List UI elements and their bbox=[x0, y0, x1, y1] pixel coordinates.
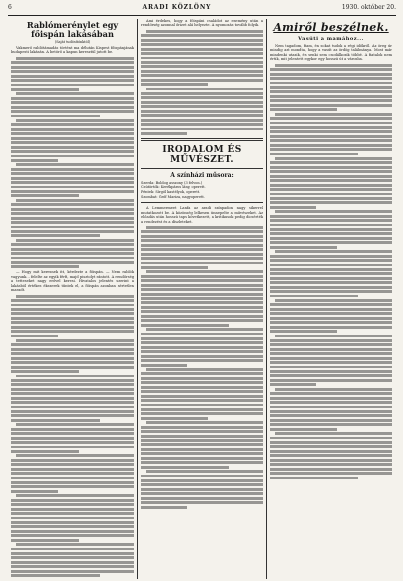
issue-date: 1930. október 20. bbox=[341, 4, 396, 11]
body-text-block bbox=[270, 64, 392, 480]
program-item: Péntek: Sírgól kastélyok, operett. bbox=[141, 190, 201, 195]
program-item: Csütörtök: Kerékpáros lány, operett. bbox=[141, 185, 206, 190]
article-title: Rablómerénylet egy főispán lakásában bbox=[26, 20, 119, 39]
article-paragraph: — Hogy mit keresnek itt, kérdezte a főispán. — Nem rablók vagyunk... felelte az egyik férfi, majd pisztolyt rántott. A rendőrség a tetteseket nagy erővel keresi. Hivatalos jelentés szerint a lakásból értékes ékszerek tűntek el, a főispán azonban sértetlen maradt. bbox=[11, 270, 134, 293]
column-2 bbox=[137, 19, 266, 579]
section-rule bbox=[141, 168, 263, 169]
article-opening: Vakmerő rablótámadás történt ma délután Kispest főispánjának budapesti lakásán. A betörő a kapun keresztül jutott be. bbox=[11, 46, 134, 55]
column-subtitle: Vasúti a mamához... bbox=[298, 36, 364, 42]
body-text-block bbox=[11, 295, 134, 579]
page-number: 6 bbox=[8, 4, 12, 11]
column-3 bbox=[266, 19, 395, 579]
article-subtitle: (Saját tudósítónktól) bbox=[54, 40, 91, 44]
column-title: Amiről beszélnek. bbox=[273, 21, 389, 34]
body-text-block bbox=[11, 57, 134, 268]
column2-paragraph: A Lemmermeet Lanfa az aradi színpadon nagy sikerrel mutatkozott be. A közönség lelkesen ünnepelte a művészeket. Az előadás után hosszú taps következett, a kritikusok pedig dicsérték a rendezést és a díszleteket. bbox=[141, 206, 263, 224]
newspaper-title: ARADI KÖZLÖNY bbox=[142, 4, 212, 11]
columns bbox=[8, 19, 396, 579]
program-item: Szombat: Gróf Mariza, nagyoperett. bbox=[141, 194, 205, 199]
program-list bbox=[141, 181, 263, 199]
body-text-block bbox=[141, 30, 263, 135]
program-item: Szerda: Boldog asszony (3 felvon.) bbox=[141, 180, 203, 185]
section-title: IRODALOM ÉS MŰVÉSZET. bbox=[162, 144, 242, 165]
page-header bbox=[8, 4, 396, 16]
subsection-title: A színházi műsora: bbox=[170, 171, 234, 179]
column-1 bbox=[8, 19, 137, 579]
column2-lead: Ami érdekes, hogy a főispáni családot az esemény után a rendőrség azonnal őrizet alá helyezte. A nyomozás tovább folyik. bbox=[141, 19, 263, 28]
section-rule bbox=[141, 202, 263, 203]
body-text-block bbox=[141, 226, 263, 508]
column3-paragraph: Nem tagadom, fiam, én sokat tudok a régi időkről. Az öreg úr mindig azt mondta, hogy a vasút az ördög találmánya. Most már mindenki utazik, és senki sem csodálkozik többé. A fiatalok nem értik, mit jelentett egykor egy hosszú út a városba. bbox=[270, 44, 392, 62]
section-divider bbox=[141, 138, 263, 141]
